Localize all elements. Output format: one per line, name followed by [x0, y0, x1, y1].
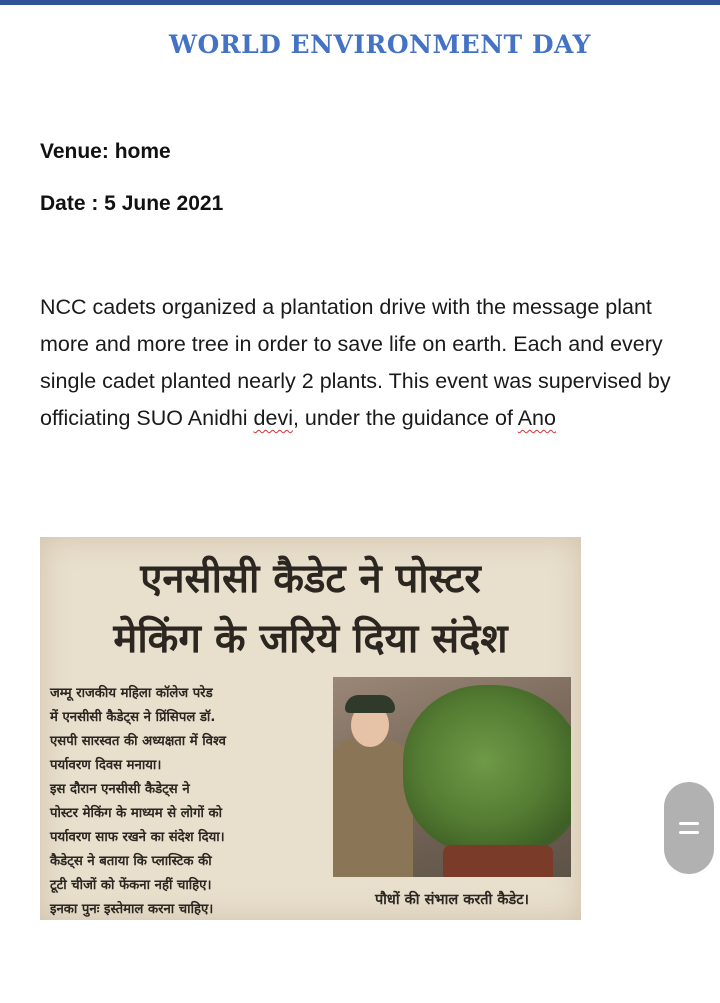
- scroll-handle[interactable]: [664, 782, 714, 874]
- drag-handle-icon: [679, 822, 699, 825]
- article-line: कैडेट्स ने बताया कि प्लास्टिक की: [50, 854, 212, 869]
- photo-caption: पौधों की संभाल करती कैडेट।: [374, 892, 530, 908]
- article-line: पोस्टर मेकिंग के माध्यम से लोगों को: [50, 806, 223, 821]
- article-line: पर्यावरण साफ रखने का संदेश दिया।: [50, 830, 225, 845]
- top-accent-bar: [0, 0, 720, 5]
- drag-handle-icon: [679, 831, 699, 834]
- cadet-beret: [345, 695, 395, 713]
- spellcheck-word-devi[interactable]: devi: [253, 406, 293, 430]
- plant-foliage: [403, 685, 571, 855]
- venue-line: Venue: home: [40, 140, 171, 163]
- article-line: जम्मू राजकीय महिला कॉलेज परेड: [50, 686, 213, 701]
- cadet-figure: [333, 739, 413, 877]
- spellcheck-word-ano[interactable]: Ano: [517, 406, 556, 430]
- newspaper-clipping-image: [40, 537, 581, 920]
- plant-pot: [443, 845, 553, 877]
- article-line: पर्यावरण दिवस मनाया।: [50, 758, 162, 773]
- article-line: टूटी चीजों को फेंकना नहीं चाहिए।: [50, 878, 212, 893]
- clipping-photo: [333, 677, 571, 877]
- clipping-article-text: [50, 682, 330, 920]
- clipping-headline-line1: एनसीसी कैडेट ने पोस्टर: [140, 556, 481, 602]
- clipping-headline-line2: मेकिंग के जरिये दिया संदेश: [113, 616, 508, 662]
- article-line: इस दौरान एनसीसी कैडेट्स ने: [50, 782, 190, 797]
- description-text-part1: NCC cadets organized a plantation drive with the message plant more and more tree in order to save life on earth. Each and every single cadet planted nearly 2 plants. This event was supervised by officiating SUO Anidhi: [40, 295, 671, 430]
- article-line: में एनसीसी कैडेट्स ने प्रिंसिपल डॉ.: [50, 710, 216, 725]
- page-title: WORLD ENVIRONMENT DAY: [168, 30, 592, 59]
- date-line: Date : 5 June 2021: [40, 192, 224, 215]
- event-description[interactable]: [40, 289, 700, 437]
- article-line: एसपी सारस्वत की अध्यक्षता में विश्व: [50, 734, 226, 749]
- description-text-part2: , under the guidance of: [292, 406, 518, 430]
- article-line: इनका पुनः इस्तेमाल करना चाहिए।: [50, 902, 214, 917]
